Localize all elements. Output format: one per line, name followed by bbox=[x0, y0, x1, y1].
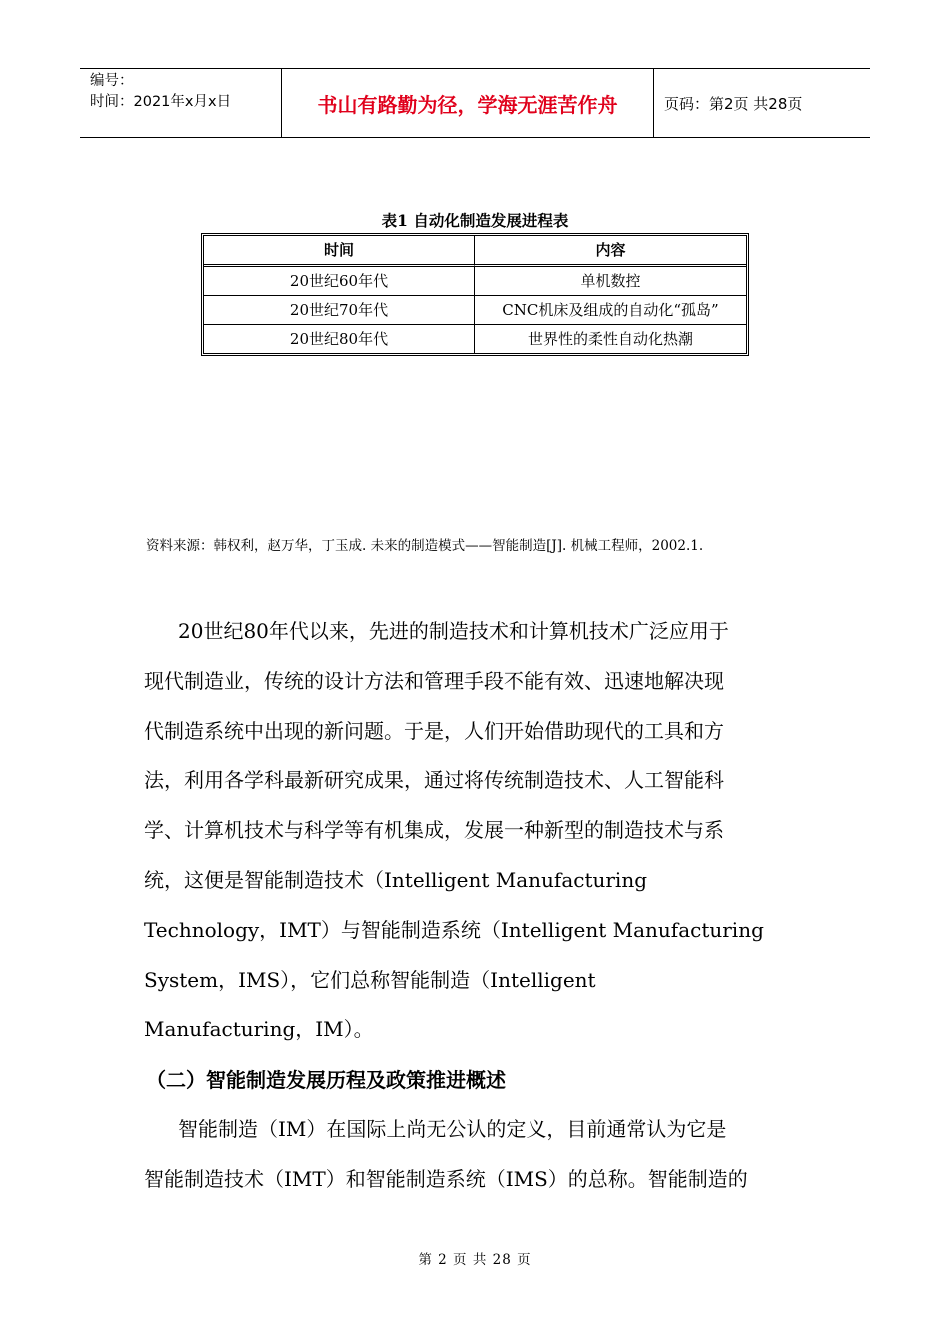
column-header-time: 时间 bbox=[204, 236, 475, 267]
table-cell-time: 20世纪60年代 bbox=[204, 267, 475, 296]
paragraph-line: 现代制造业，传统的设计方法和管理手段不能有效、迅速地解决现 bbox=[144, 668, 724, 693]
paragraph-line: 智能制造（IM）在国际上尚无公认的定义，目前通常认为它是 bbox=[178, 1117, 727, 1141]
table-cell-time: 20世纪80年代 bbox=[204, 325, 475, 353]
header-meta bbox=[80, 69, 281, 137]
table-caption: 表1 自动化制造发展进程表 bbox=[381, 211, 569, 230]
paragraph-line: Manufacturing，IM）。 bbox=[144, 1017, 374, 1042]
document-date: 时间：2021年x月x日 bbox=[90, 94, 232, 110]
header-page-info: 页码：第2页 共28页 bbox=[664, 94, 803, 113]
table-cell-content: 单机数控 bbox=[475, 267, 746, 296]
paragraph-line: System，IMS），它们总称智能制造（Intelligent bbox=[144, 967, 596, 992]
section-heading: （二）智能制造发展历程及政策推进概述 bbox=[146, 1068, 506, 1092]
table-row bbox=[204, 296, 746, 325]
table-row bbox=[204, 267, 746, 296]
table-cell-time: 20世纪70年代 bbox=[204, 296, 475, 325]
paragraph-line: Technology，IMT）与智能制造系统（Intelligent Manufacturing bbox=[144, 917, 764, 942]
table-row bbox=[204, 325, 746, 353]
document-number-label: 编号： bbox=[90, 73, 134, 89]
table-cell-content: CNC机床及组成的自动化“孤岛” bbox=[475, 296, 746, 325]
development-table bbox=[201, 233, 749, 356]
table-source-note: 资料来源：韩权利，赵万华，丁玉成. 未来的制造模式——智能制造[J]. 机械工程师，2002.1. bbox=[146, 538, 704, 554]
page-footer: 第 2 页 共 28 页 bbox=[418, 1252, 532, 1268]
paragraph-line: 统，这便是智能制造技术（Intelligent Manufacturing bbox=[144, 867, 648, 892]
paragraph-line: 法，利用各学科最新研究成果，通过将传统制造技术、人工智能科 bbox=[144, 768, 724, 793]
paragraph-1 bbox=[144, 607, 808, 1055]
header-motto: 书山有路勤为径，学海无涯苦作舟 bbox=[281, 69, 654, 137]
paragraph-line: 代制造系统中出现的新问题。于是，人们开始借助现代的工具和方 bbox=[144, 718, 724, 743]
paragraph-line: 智能制造技术（IMT）和智能制造系统（IMS）的总称。智能制造的 bbox=[144, 1166, 748, 1191]
page-header bbox=[80, 68, 870, 138]
table-header-row bbox=[204, 236, 746, 267]
paragraph-line: 20世纪80年代以来，先进的制造技术和计算机技术广泛应用于 bbox=[178, 619, 729, 643]
column-header-content: 内容 bbox=[475, 236, 746, 267]
table-cell-content: 世界性的柔性自动化热潮 bbox=[527, 330, 693, 348]
paragraph-2 bbox=[144, 1105, 808, 1205]
paragraph-line: 学、计算机技术与科学等有机集成，发展一种新型的制造技术与系 bbox=[144, 818, 724, 843]
